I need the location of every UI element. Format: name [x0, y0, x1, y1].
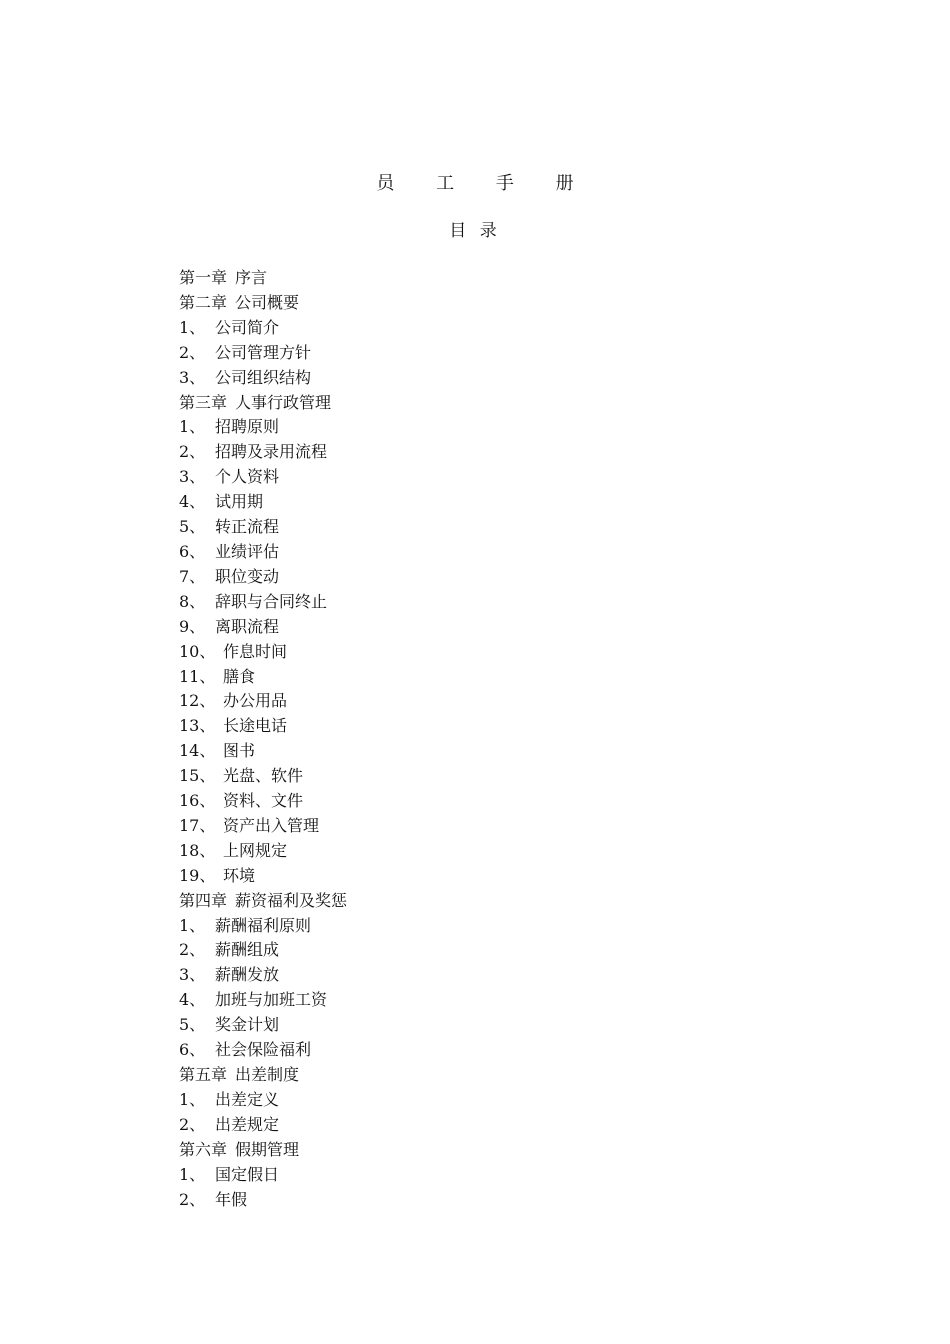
document-title: 员 工 手 册 [376, 173, 592, 194]
toc-item-title: 作息时间 [223, 641, 288, 661]
toc-chapter-title: 序言 [235, 268, 268, 287]
toc-item-number: 15、 [179, 766, 216, 786]
toc-chapter-title: 薪资福利及奖惩 [235, 890, 348, 910]
toc-item [179, 1038, 779, 1063]
toc-item [179, 1188, 779, 1213]
toc-chapter-label: 第五章 [179, 1065, 228, 1084]
toc-item-number: 17、 [179, 815, 216, 835]
toc-item [179, 1163, 779, 1188]
toc-item-title: 光盘、软件 [223, 766, 304, 786]
toc-item [179, 739, 779, 764]
toc-item-title: 薪酬福利原则 [215, 915, 312, 935]
toc-item-number: 6、 [179, 541, 206, 561]
toc-item-title: 办公用品 [223, 691, 288, 711]
toc-item [179, 440, 779, 465]
toc-item-number: 2、 [179, 940, 206, 960]
toc-item-title: 出差定义 [215, 1089, 280, 1109]
toc-item-number: 2、 [179, 342, 206, 362]
toc-item [179, 665, 779, 690]
toc-item-number: 8、 [179, 591, 206, 611]
toc-chapter [179, 889, 779, 914]
toc-item-number: 1、 [179, 317, 206, 337]
toc-chapter-title: 假期管理 [235, 1139, 300, 1159]
toc-chapter-label: 第一章 [179, 268, 228, 287]
toc-item-title: 上网规定 [223, 840, 288, 860]
toc-item-title: 国定假日 [215, 1164, 280, 1184]
toc-chapter-label: 第四章 [179, 890, 228, 910]
toc-item-number: 11、 [179, 666, 216, 686]
toc-item [179, 465, 779, 490]
toc-item-title: 试用期 [215, 492, 264, 512]
toc-item-number: 2、 [179, 442, 206, 462]
toc-item-number: 5、 [179, 1015, 206, 1035]
toc-item-title: 加班与加班工资 [215, 990, 328, 1010]
toc-item-number: 12、 [179, 691, 216, 711]
toc-item [179, 341, 779, 366]
toc-item [179, 914, 779, 939]
toc-item [179, 366, 779, 391]
toc-item-title: 奖金计划 [215, 1015, 280, 1035]
toc-item-title: 公司管理方针 [215, 342, 312, 362]
table-of-contents [179, 266, 779, 1212]
toc-item [179, 764, 779, 789]
toc-item [179, 1013, 779, 1038]
toc-item-number: 16、 [179, 791, 216, 811]
toc-chapter [179, 391, 779, 416]
toc-chapter-label: 第三章 [179, 392, 228, 412]
toc-item-title: 薪酬发放 [215, 965, 280, 985]
toc-item-number: 2、 [179, 1114, 206, 1134]
toc-item [179, 515, 779, 540]
toc-item [179, 963, 779, 988]
toc-chapter-label: 第二章 [179, 292, 228, 312]
toc-item-title: 招聘及录用流程 [215, 442, 328, 462]
toc-item-title: 出差规定 [215, 1114, 280, 1134]
toc-item [179, 689, 779, 714]
toc-item-title: 资料、文件 [223, 791, 304, 811]
toc-item [179, 1113, 779, 1138]
toc-item-title: 长途电话 [223, 716, 288, 736]
toc-chapter-title: 公司概要 [235, 292, 300, 312]
toc-chapter [179, 266, 779, 291]
toc-item-number: 2、 [179, 1189, 206, 1209]
toc-heading: 目 录 [449, 221, 501, 241]
toc-item [179, 714, 779, 739]
toc-item-number: 9、 [179, 616, 206, 636]
toc-item [179, 988, 779, 1013]
toc-item-number: 13、 [179, 716, 216, 736]
toc-item-title: 年假 [215, 1189, 248, 1209]
toc-item-number: 1、 [179, 417, 206, 437]
toc-item [179, 1088, 779, 1113]
toc-item-number: 1、 [179, 1089, 206, 1109]
toc-item-title: 职位变动 [215, 566, 280, 586]
toc-item-title: 公司组织结构 [215, 367, 312, 387]
toc-item [179, 490, 779, 515]
toc-item-title: 招聘原则 [215, 417, 280, 437]
toc-item-number: 3、 [179, 965, 206, 985]
toc-item-number: 1、 [179, 1164, 206, 1184]
toc-item-title: 公司简介 [215, 317, 280, 337]
toc-item-number: 4、 [179, 492, 206, 512]
toc-item [179, 864, 779, 889]
toc-item [179, 789, 779, 814]
toc-item [179, 814, 779, 839]
toc-chapter-label: 第六章 [179, 1139, 228, 1159]
toc-item-title: 离职流程 [215, 616, 280, 636]
toc-item [179, 415, 779, 440]
toc-chapter [179, 291, 779, 316]
toc-item-title: 图书 [223, 741, 256, 761]
toc-item-number: 7、 [179, 566, 206, 586]
toc-item [179, 839, 779, 864]
toc-item-title: 膳食 [223, 666, 256, 686]
toc-item-title: 业绩评估 [215, 541, 280, 561]
toc-item-number: 14、 [179, 741, 216, 761]
toc-item-number: 10、 [179, 641, 216, 661]
toc-item-number: 19、 [179, 865, 216, 885]
toc-item-number: 18、 [179, 840, 216, 860]
toc-item [179, 316, 779, 341]
toc-chapter-title: 出差制度 [235, 1065, 300, 1084]
toc-item-number: 5、 [179, 517, 206, 537]
toc-item-title: 社会保险福利 [215, 1040, 312, 1060]
toc-item [179, 590, 779, 615]
toc-item-title: 个人资料 [215, 467, 280, 487]
toc-item [179, 565, 779, 590]
toc-item-title: 辞职与合同终止 [215, 591, 328, 611]
toc-chapter [179, 1138, 779, 1163]
toc-item-number: 4、 [179, 990, 206, 1010]
toc-item [179, 540, 779, 565]
toc-item-number: 6、 [179, 1040, 206, 1060]
toc-chapter-title: 人事行政管理 [235, 392, 332, 412]
toc-item-title: 资产出入管理 [223, 815, 320, 835]
toc-item-title: 薪酬组成 [215, 940, 280, 960]
toc-item-number: 3、 [179, 467, 206, 487]
toc-item-number: 3、 [179, 367, 206, 387]
toc-item-title: 转正流程 [215, 517, 280, 537]
toc-chapter [179, 1063, 779, 1088]
toc-item [179, 938, 779, 963]
toc-item-title: 环境 [223, 865, 256, 885]
toc-item [179, 640, 779, 665]
toc-item [179, 615, 779, 640]
toc-item-number: 1、 [179, 915, 206, 935]
